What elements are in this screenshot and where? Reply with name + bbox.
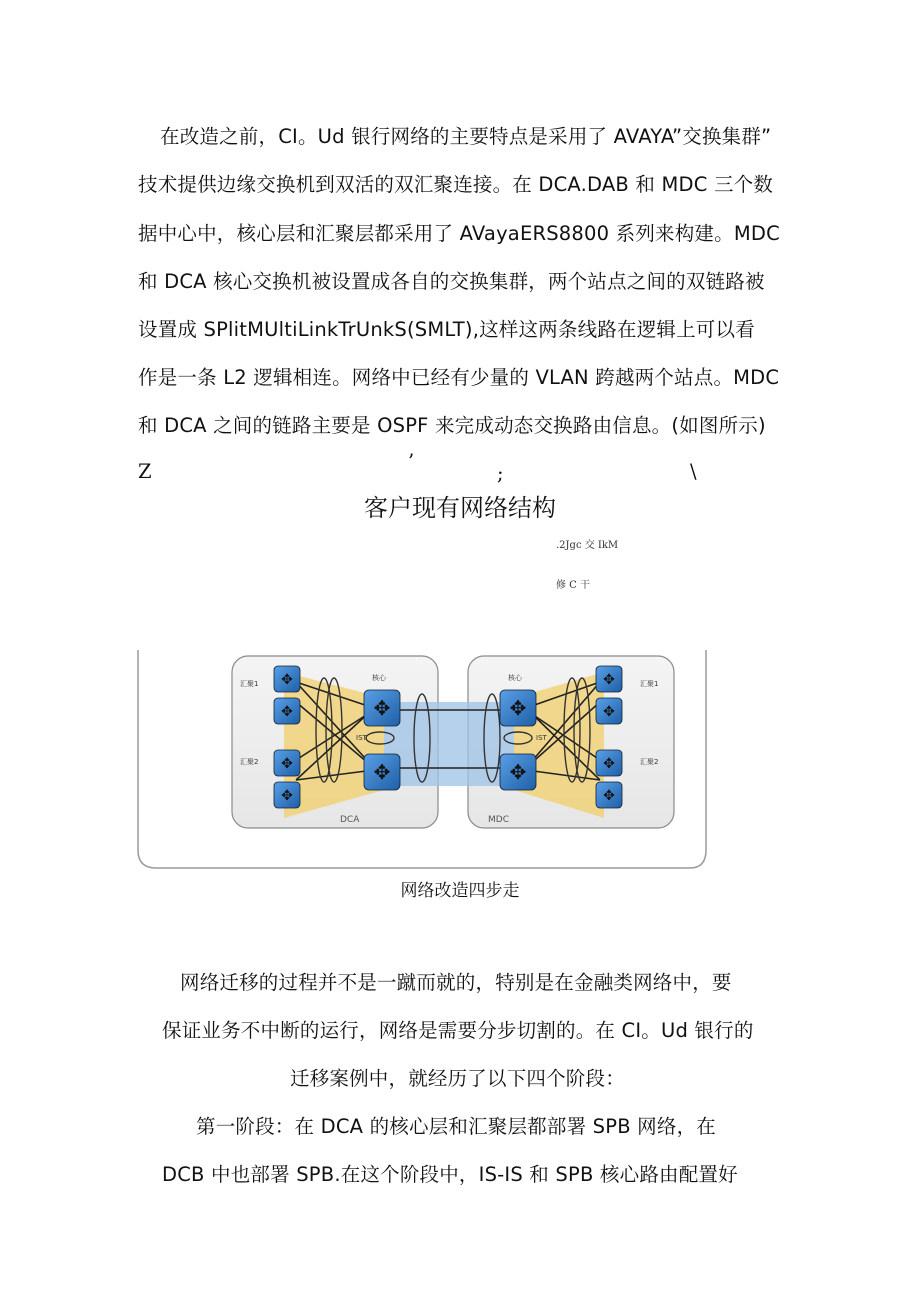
svg-text:✥: ✥ <box>509 696 527 720</box>
label-agg2-left: 汇聚2 <box>240 758 259 766</box>
svg-text:✥: ✥ <box>603 704 615 720</box>
label-core-left: 核心 <box>372 674 386 682</box>
switch-agg1-b-left <box>274 698 300 724</box>
svg-text:✥: ✥ <box>281 704 293 720</box>
svg-text:✥: ✥ <box>373 760 391 784</box>
label-ist-left: IST <box>356 734 367 742</box>
paragraph2-line-4: 第一阶段：在 DCA 的核心层和汇聚层都部署 SPB 网络，在 <box>196 1115 716 1138</box>
svg-text:✥: ✥ <box>603 672 615 688</box>
switch-agg1-a-left <box>274 666 300 692</box>
svg-text:✥: ✥ <box>603 788 615 804</box>
stray-semicolon: ; <box>497 462 504 485</box>
figure-caption: 网络改造四步走 <box>400 881 520 901</box>
svg-text:✥: ✥ <box>373 696 391 720</box>
switch-agg2-b-left <box>274 782 300 808</box>
switch-agg2-a-right <box>596 750 622 776</box>
label-agg1-left: 汇聚1 <box>240 680 259 688</box>
svg-text:✥: ✥ <box>281 672 293 688</box>
network-diagram <box>134 650 714 872</box>
paragraph1-line-3: 据中心中，核心层和汇聚层都采用了 AVayaERS8800 系列来构建。MDC <box>138 222 780 245</box>
label-agg1-right: 汇聚1 <box>640 680 659 688</box>
site-label-right: MDC <box>488 815 509 825</box>
switch-core-b-left <box>364 754 400 790</box>
switch-agg1-a-right <box>596 666 622 692</box>
paragraph2-line-2: 保证业务不中断的运行，网络是需要分步切割的。在 CI。Ud 银行的 <box>162 1019 754 1042</box>
paragraph1-line-1: 在改造之前，CI。Ud 银行网络的主要特点是采用了 AVAYA”交换集群” <box>160 125 772 148</box>
label-ist-right: IST <box>536 734 547 742</box>
label-agg2-right: 汇聚2 <box>640 758 659 766</box>
paragraph2-line-5: DCB 中也部署 SPB.在这个阶段中，IS-IS 和 SPB 核心路由配置好 <box>162 1163 738 1186</box>
small-label-2: 修 C 干 <box>556 580 591 591</box>
paragraph1-line-5: 设置成 SPlitMUltiLinkTrUnkS(SMLT),这样这两条线路在逻辑上可以看 <box>138 318 755 341</box>
paragraph1-line-6: 作是一条 L2 逻辑相连。网络中已经有少量的 VLAN 跨越两个站点。MDC <box>138 366 780 389</box>
figure-title: 客户现有网络结构 <box>364 494 556 522</box>
site-label-left: DCA <box>340 815 360 825</box>
stray-z: Z <box>138 460 152 483</box>
switch-core-a-left <box>364 690 400 726</box>
paragraph2-line-3: 迁移案例中，就经历了以下四个阶段： <box>290 1067 625 1090</box>
stray-comma: ’ <box>408 450 415 473</box>
label-core-right: 核心 <box>508 674 522 682</box>
paragraph2-line-1: 网络迁移的过程并不是一蹴而就的，特别是在金融类网络中，要 <box>180 971 732 994</box>
svg-text:✥: ✥ <box>281 788 293 804</box>
small-label-1: .2Jgc 交 IkM <box>556 540 619 551</box>
svg-text:✥: ✥ <box>603 756 615 772</box>
svg-text:✥: ✥ <box>509 760 527 784</box>
stray-backslash: \ <box>690 460 697 483</box>
switch-core-b-right <box>500 754 536 790</box>
switch-agg2-b-right <box>596 782 622 808</box>
switch-core-a-right <box>500 690 536 726</box>
paragraph1-line-2: 技术提供边缘交换机到双活的双汇聚连接。在 DCA.DAB 和 MDC 三个数 <box>138 173 774 196</box>
paragraph1-line-4: 和 DCA 核心交换机被设置成各自的交换集群，两个站点之间的双链路被 <box>138 270 765 293</box>
switch-agg1-b-right <box>596 698 622 724</box>
svg-text:✥: ✥ <box>281 756 293 772</box>
switch-agg2-a-left <box>274 750 300 776</box>
paragraph1-line-7: 和 DCA 之间的链路主要是 OSPF 来完成动态交换路由信息。(如图所示) <box>138 414 766 437</box>
